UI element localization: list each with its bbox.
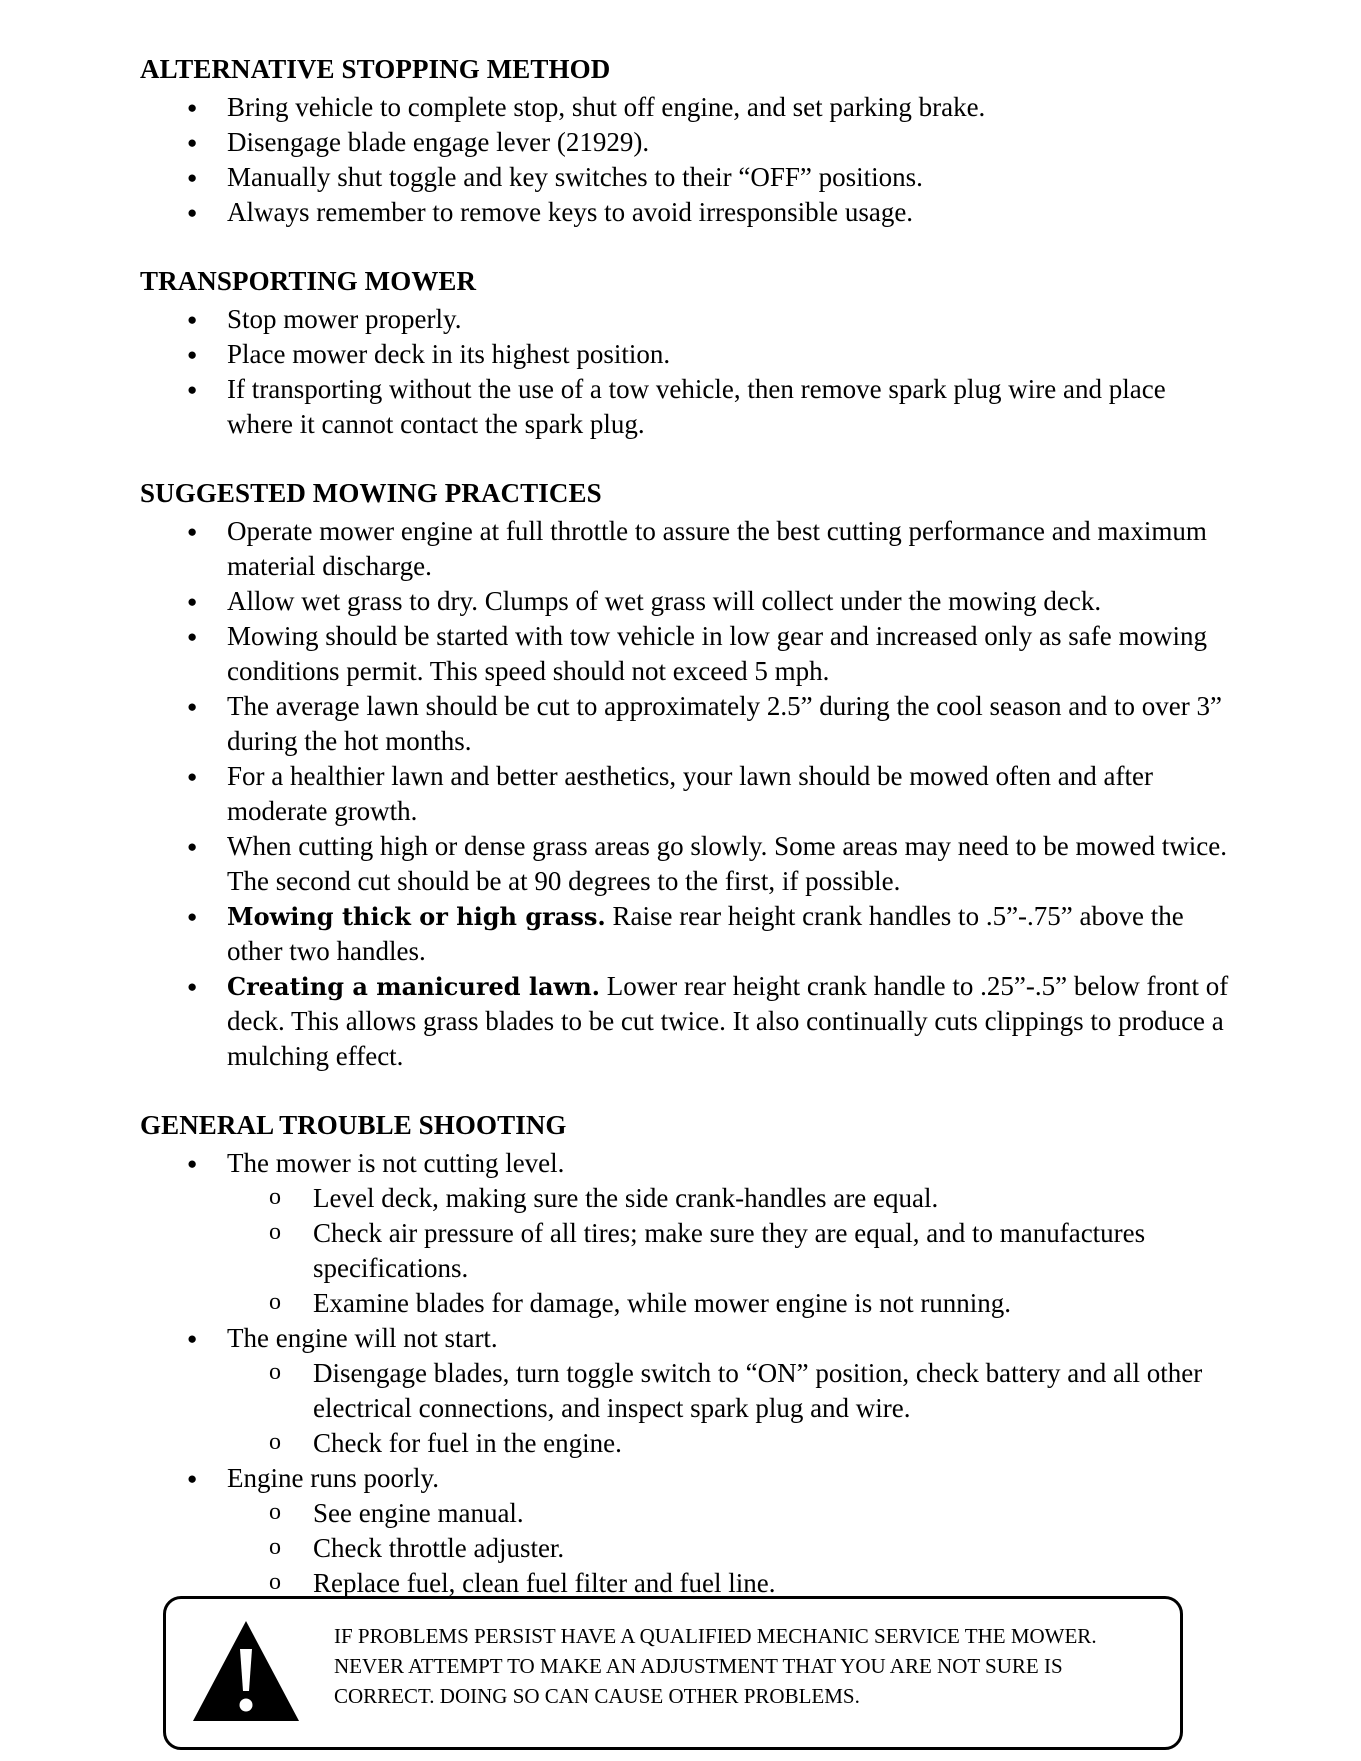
sub-list <box>227 1181 1230 1321</box>
item-lead: Creating a manicured lawn. <box>227 972 601 1001</box>
list-item: ● Mowing should be started with tow vehicle in low gear and increased only as safe mowing conditions permit. This speed should not exceed 5 mph. <box>140 619 1230 689</box>
warning-triangle-icon <box>191 1619 301 1723</box>
list-item: ● Operate mower engine at full throttle to assure the best cutting performance and maximum material discharge. <box>140 514 1230 584</box>
section-heading: GENERAL TROUBLE SHOOTING <box>140 1110 567 1140</box>
list-item <box>140 969 1230 1074</box>
sub-item: o Check for fuel in the engine. <box>226 1426 1230 1461</box>
bullet-list <box>140 302 1230 442</box>
list-item: ● When cutting high or dense grass areas go slowly. Some areas may need to be mowed twice. The second cut should be at 90 degrees to the first, if possible. <box>140 829 1230 899</box>
problem-item <box>140 1321 1230 1461</box>
list-item: ● Place mower deck in its highest position. <box>140 337 1230 372</box>
list-item: ● For a healthier lawn and better aesthetics, your lawn should be mowed often and after moderate growth. <box>140 759 1230 829</box>
section-transporting-mower <box>140 264 1230 442</box>
problem-label: The mower is not cutting level. <box>227 1148 565 1178</box>
sub-item: o Level deck, making sure the side crank-handles are equal. <box>226 1181 1230 1216</box>
sub-list <box>227 1496 1230 1601</box>
bullet-list <box>140 1146 1230 1601</box>
section-suggested-mowing <box>140 476 1230 1074</box>
section-trouble-shooting <box>140 1108 1230 1601</box>
sub-list <box>227 1356 1230 1461</box>
warning-text: IF PROBLEMS PERSIST HAVE A QUALIFIED MECHANIC SERVICE THE MOWER. NEVER ATTEMPT TO MAKE AN ADJUSTMENT THAT YOU ARE NOT SURE IS CORRECT. DOING SO CAN CAUSE OTHER PROBLEMS. <box>334 1624 1097 1708</box>
sub-item: o Check air pressure of all tires; make sure they are equal, and to manufactures specifications. <box>226 1216 1230 1286</box>
list-item: ● Manually shut toggle and key switches to their “OFF” positions. <box>140 160 1230 195</box>
section-alternative-stopping <box>140 52 1230 230</box>
item-text: Lower rear height crank handle to .25”-.5” below front of deck. This allows grass blades to be cut twice. It also continually cuts clippings to produce a mulching effect. <box>227 971 1229 1071</box>
list-item: ● Allow wet grass to dry. Clumps of wet grass will collect under the mowing deck. <box>140 584 1230 619</box>
sub-item: o See engine manual. <box>226 1496 1230 1531</box>
list-item: ● Always remember to remove keys to avoid irresponsible usage. <box>140 195 1230 230</box>
warning-box <box>163 1596 1183 1750</box>
list-item: ● Stop mower properly. <box>140 302 1230 337</box>
manual-page <box>140 52 1230 1635</box>
bullet-list <box>140 90 1230 230</box>
list-item <box>140 899 1230 969</box>
sub-item: o Replace fuel, clean fuel filter and fuel line. <box>226 1566 1230 1601</box>
problem-item <box>140 1146 1230 1321</box>
list-item: ● Bring vehicle to complete stop, shut off engine, and set parking brake. <box>140 90 1230 125</box>
section-heading: ALTERNATIVE STOPPING METHOD <box>140 54 611 84</box>
bullet-list <box>140 514 1230 1074</box>
sub-item: o Check throttle adjuster. <box>226 1531 1230 1566</box>
sub-item: o Examine blades for damage, while mower engine is not running. <box>226 1286 1230 1321</box>
item-text: Raise rear height crank handles to .5”-.75” above the other two handles. <box>227 901 1184 966</box>
section-heading: TRANSPORTING MOWER <box>140 266 477 296</box>
problem-label: Engine runs poorly. <box>227 1463 439 1493</box>
list-item: ● The average lawn should be cut to approximately 2.5” during the cool season and to over 3” during the hot months. <box>140 689 1230 759</box>
problem-item <box>140 1461 1230 1601</box>
section-heading: SUGGESTED MOWING PRACTICES <box>140 478 602 508</box>
list-item: ● Disengage blade engage lever (21929). <box>140 125 1230 160</box>
sub-item: o Disengage blades, turn toggle switch to “ON” position, check battery and all other electrical connections, and inspect spark plug and wire. <box>226 1356 1230 1426</box>
list-item: ● If transporting without the use of a tow vehicle, then remove spark plug wire and place where it cannot contact the spark plug. <box>140 372 1230 442</box>
item-lead: Mowing thick or high grass. <box>227 902 606 931</box>
problem-label: The engine will not start. <box>227 1323 498 1353</box>
